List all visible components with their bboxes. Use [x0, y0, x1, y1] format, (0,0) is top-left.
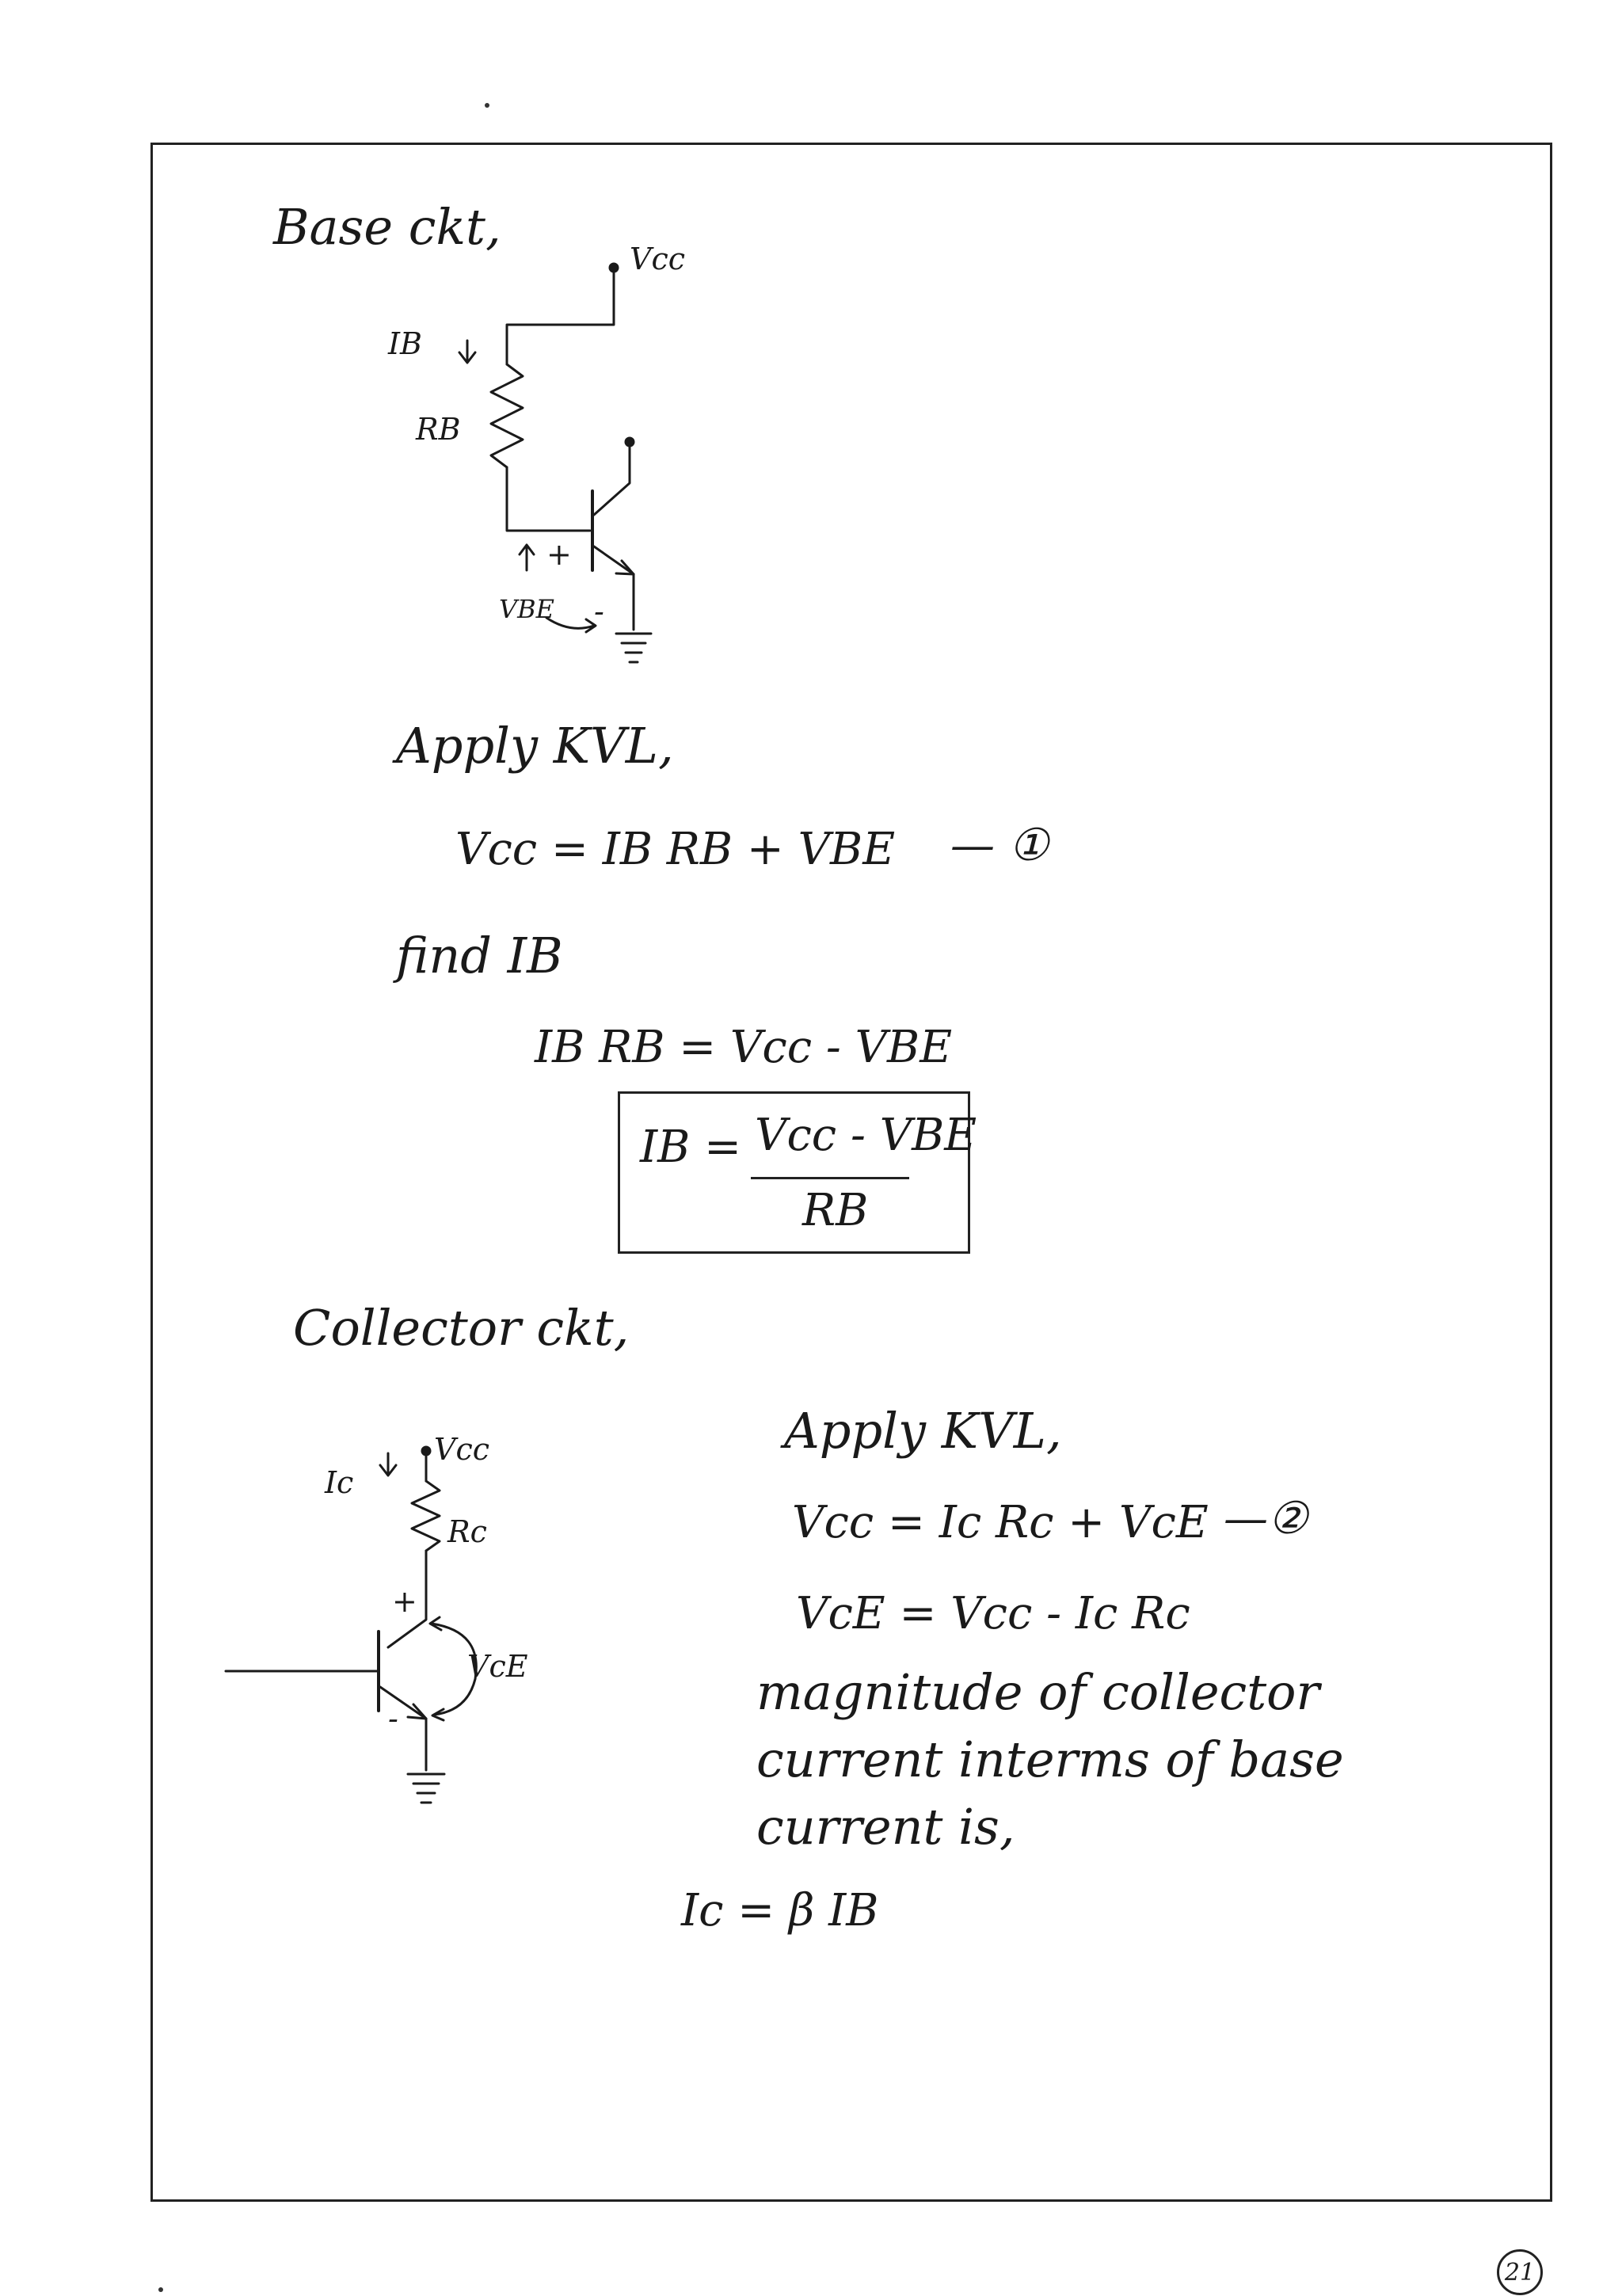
apply-kvl-2: Apply KVL, [784, 1402, 1062, 1460]
equation-3-tag: —② [1224, 1493, 1308, 1544]
equation-1-tag: — ① [950, 820, 1049, 871]
text-line-3: current is, [756, 1798, 1015, 1856]
boxed-lhs: IB = [640, 1121, 741, 1173]
collector-minus-label: - [388, 1701, 398, 1736]
page-number [1497, 2249, 1543, 2295]
collector-ground [408, 1774, 444, 1803]
collector-plus-label: + [392, 1584, 417, 1619]
ic-arrow [380, 1453, 396, 1475]
minus-label: - [594, 594, 604, 629]
equation-2: IB RB = Vcc - VBE [535, 1022, 953, 1073]
equation-1: Vcc = IB RB + VBE [455, 824, 896, 875]
rc-label: Rc [447, 1514, 487, 1549]
page-number-text: 21 [1504, 2258, 1536, 2286]
boxed-denominator: RB [802, 1185, 869, 1236]
equation-5: Ic = β IB [681, 1885, 879, 1936]
vbe-label: VBE [499, 594, 554, 624]
boxed-numerator: Vcc - VBE [755, 1110, 977, 1161]
ib-label: IB [388, 326, 422, 361]
base-vcc-label: Vcc [630, 242, 686, 276]
vce-label: VcE [467, 1649, 528, 1684]
rb-label: RB [416, 412, 461, 447]
text-line-1: magnitude of collector [756, 1663, 1320, 1721]
base-ckt-heading: Base ckt, [273, 198, 501, 256]
collector-vcc-label: Vcc [434, 1432, 490, 1467]
apply-kvl-1: Apply KVL, [396, 717, 674, 775]
text-line-2: current interms of base [756, 1731, 1344, 1788]
equation-3: Vcc = Ic Rc + VcE [792, 1497, 1209, 1548]
plus-label: + [546, 537, 572, 572]
collector-emitter-lead [380, 1687, 426, 1719]
collector-ckt-heading: Collector ckt, [293, 1299, 630, 1357]
find-ib: find IB [396, 927, 563, 984]
ic-label: Ic [325, 1465, 354, 1500]
rc-resistor [412, 1481, 440, 1551]
equation-4: VcE = Vcc - Ic Rc [796, 1588, 1190, 1639]
